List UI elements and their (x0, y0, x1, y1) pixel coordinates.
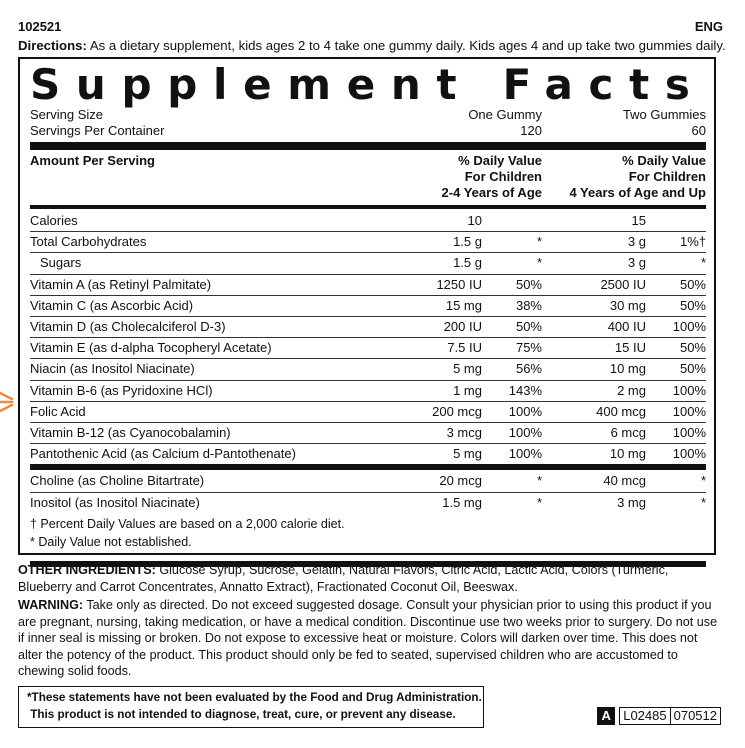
amount-col1: 7.5 IU (447, 340, 482, 356)
nutrient-name: Vitamin C (as Ascorbic Acid) (30, 297, 194, 313)
servings-col2: 60 (691, 123, 706, 138)
daily-value-col2: * (700, 473, 706, 489)
amount-col1: 1.5 mg (442, 494, 482, 510)
other-ingredients-label: OTHER INGREDIENTS: (18, 563, 156, 577)
amount-col2: 400 IU (607, 319, 646, 334)
footnote-percent-daily: † Percent Daily Values are based on a 2,000 calorie diet. (30, 517, 345, 531)
daily-value-col1: 50% (515, 319, 542, 334)
daily-value-col2: * (700, 255, 706, 271)
amount-col1: 10 (467, 213, 482, 228)
daily-value-col1: 38% (515, 297, 542, 313)
nutrient-row (30, 423, 706, 443)
amount-col1: 5 mg (453, 446, 482, 462)
nutrient-row (30, 359, 706, 379)
divider-medium (30, 205, 706, 209)
divider-thick (30, 142, 706, 150)
amount-col1: 20 mcg (439, 473, 482, 489)
col2-header-line3: 4 Years of Age and Up (569, 185, 706, 200)
daily-value-col1: * (536, 255, 542, 271)
nutrient-row (30, 381, 706, 401)
lot-code-1: L02485 (619, 707, 670, 725)
serving-size-col1: One Gummy (468, 107, 542, 122)
fda-disclaimer-line2: This product is not intended to diagnose, treat, cure, or prevent any disease. (27, 708, 456, 721)
amount-col1: 1.5 g (453, 234, 482, 250)
directions-text: As a dietary supplement, kids ages 2 to 4 take one gummy daily. Kids ages 4 and up take two gummies daily. (86, 38, 726, 53)
nutrient-row (30, 471, 706, 491)
col2-header-line2: For Children (628, 169, 706, 184)
nutrient-name: Total Carbohydrates (30, 234, 147, 250)
amount-per-serving: Amount Per Serving (30, 153, 155, 168)
nutrient-name: Niacin (as Inositol Niacinate) (30, 361, 195, 377)
nutrient-row (30, 232, 706, 252)
col1-header-line3: 2-4 Years of Age (441, 185, 542, 200)
nutrient-name: Vitamin D (as Cholecalciferol D-3) (30, 319, 226, 334)
amount-col1: 1 mg (453, 382, 482, 398)
footnote-not-established: * Daily Value not established. (30, 535, 192, 549)
supplement-facts-title: Supplement Facts (30, 61, 706, 109)
divider-thick (30, 464, 706, 470)
daily-value-col2: * (700, 494, 706, 510)
daily-value-col1: 100% (508, 446, 542, 462)
amount-col1: 1.5 g (453, 255, 482, 271)
nutrient-row (30, 211, 706, 231)
servings-col1: 120 (520, 123, 542, 138)
nutrient-row (30, 317, 706, 337)
amount-col1: 5 mg (453, 361, 482, 377)
daily-value-col2: 100% (672, 382, 706, 398)
orange-swoosh-mark (0, 389, 14, 415)
nutrient-name: Vitamin B-12 (as Cyanocobalamin) (30, 425, 231, 440)
daily-value-col1: 50% (515, 276, 542, 292)
warning-text: Take only as directed. Do not exceed suggested dosage. Consult your physician prior to using this product if you are pregnant, nursing, taking medication, or have a medical condition. Discontinue use two weeks prior to surgery. Do not use if inner seal is missing or broken. Do not expose to excessive heat or moisture. Colors will darken over time. This does not alter the potency of the product. This product should only be fed to seated, supervised children who are accustomed to chewing solid foods. (18, 598, 718, 678)
fda-disclaimer (18, 686, 484, 728)
amount-col2: 3 mg (617, 494, 646, 510)
nutrient-name: Choline (as Choline Bitartrate) (30, 473, 205, 489)
other-ingredients (18, 562, 718, 595)
nutrient-row (30, 296, 706, 316)
amount-col2: 10 mg (609, 361, 646, 377)
lot-code (597, 707, 721, 725)
daily-value-col1: 100% (508, 403, 542, 419)
nutrient-name: Pantothenic Acid (as Calcium d-Pantothenate) (30, 446, 296, 462)
nutrient-name: Vitamin A (as Retinyl Palmitate) (30, 276, 212, 292)
daily-value-col2: 50% (679, 340, 706, 356)
col2-header-line1: % Daily Value (622, 153, 706, 168)
amount-col2: 2500 IU (600, 276, 646, 292)
daily-value-col2: 100% (672, 425, 706, 440)
col1-header-line2: For Children (464, 169, 542, 184)
nutrient-name: Vitamin B-6 (as Pyridoxine HCl) (30, 382, 213, 398)
amount-col2: 3 g (627, 234, 646, 250)
lot-letter: A (597, 707, 615, 725)
daily-value-col2: 100% (672, 403, 706, 419)
nutrient-row (30, 402, 706, 422)
nutrient-name: Sugars (40, 255, 82, 271)
language-code: ENG (694, 19, 723, 34)
daily-value-col2: 100% (672, 446, 706, 462)
daily-value-col2: 50% (679, 361, 706, 377)
supplement-facts-panel (18, 57, 716, 555)
servings-per-container-label: Servings Per Container (30, 123, 165, 138)
product-code: 102521 (18, 19, 62, 34)
nutrient-name: Folic Acid (30, 403, 86, 419)
amount-col2: 10 mg (609, 446, 646, 462)
amount-col2: 40 mcg (603, 473, 646, 489)
amount-col1: 1250 IU (436, 276, 482, 292)
other-ingredients-text: Glucose Syrup, Sucrose, Gelatin, Natural Flavors, Citric Acid, Lactic Acid, Colors (Turmeric, Blueberry and Carrot Concentrates, Annatto Extract), Fractionated Coconut Oil, Beeswax. (18, 563, 669, 594)
serving-size-col2: Two Gummies (622, 107, 706, 122)
nutrient-row (30, 253, 706, 273)
amount-col2: 6 mcg (610, 425, 646, 440)
serving-size-label: Serving Size (30, 107, 103, 122)
daily-value-col2: 50% (679, 297, 706, 313)
col1-header-line1: % Daily Value (458, 153, 542, 168)
nutrient-row (30, 444, 706, 464)
warning-label: WARNING: (18, 598, 84, 612)
daily-value-col1: * (536, 473, 542, 489)
daily-value-col1: * (536, 234, 542, 250)
amount-col2: 15 (631, 213, 646, 228)
daily-value-col2: 100% (672, 319, 706, 334)
amount-col1: 200 mcg (432, 403, 482, 419)
daily-value-col2: 1%† (679, 234, 706, 250)
nutrient-row (30, 338, 706, 358)
nutrient-row (30, 275, 706, 295)
lot-code-2: 070512 (671, 707, 721, 725)
fda-disclaimer-line1: *These statements have not been evaluated by the Food and Drug Administration. (27, 691, 482, 704)
amount-col1: 200 IU (443, 319, 482, 334)
amount-col1: 3 mcg (446, 425, 482, 440)
amount-col2: 400 mcg (596, 403, 646, 419)
nutrient-name: Calories (30, 213, 78, 228)
directions-label: Directions: (18, 38, 87, 53)
daily-value-col2: 50% (679, 276, 706, 292)
nutrient-row (30, 493, 706, 513)
daily-value-col1: 100% (508, 425, 542, 440)
amount-col2: 15 IU (614, 340, 646, 356)
daily-value-col1: * (536, 494, 542, 510)
warning (18, 597, 718, 680)
nutrient-name: Vitamin E (as d-alpha Tocopheryl Acetate) (30, 340, 272, 356)
directions (18, 38, 726, 53)
amount-col2: 30 mg (609, 297, 646, 313)
daily-value-col1: 143% (508, 382, 542, 398)
amount-col1: 15 mg (445, 297, 482, 313)
amount-col2: 3 g (627, 255, 646, 271)
nutrient-name: Inositol (as Inositol Niacinate) (30, 494, 200, 510)
amount-col2: 2 mg (617, 382, 646, 398)
daily-value-col1: 75% (515, 340, 542, 356)
daily-value-col1: 56% (515, 361, 542, 377)
